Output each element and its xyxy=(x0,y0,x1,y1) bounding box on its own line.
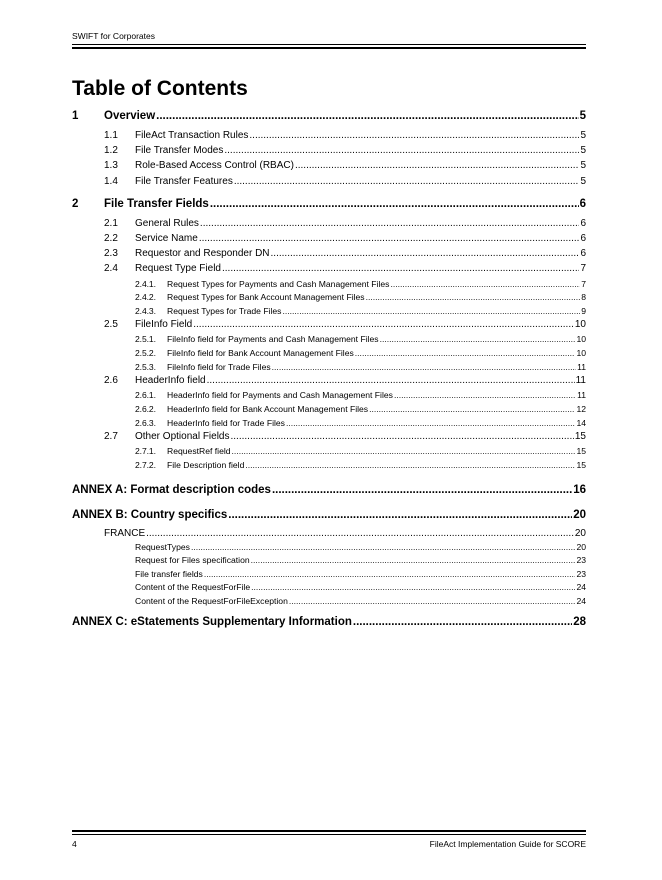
toc-entry-page: 15 xyxy=(576,446,586,457)
toc-entry-page: 23 xyxy=(576,555,586,566)
toc-entry-label: RequestTypes xyxy=(135,541,190,552)
toc-entry-label: RequestRef field xyxy=(167,446,231,457)
toc-entry-page: 20 xyxy=(574,527,586,539)
toc-entry-page: 6 xyxy=(580,232,586,244)
toc-dot-leader xyxy=(193,318,574,332)
toc-section[interactable] xyxy=(72,175,586,190)
toc-dot-leader xyxy=(380,333,576,346)
toc-dot-leader xyxy=(390,278,580,291)
toc-dot-leader xyxy=(251,554,576,567)
toc-dot-leader xyxy=(200,217,580,231)
page-title: Table of Contents xyxy=(72,77,248,100)
toc-entry-label: FileInfo Field xyxy=(135,319,193,331)
toc-subsection[interactable] xyxy=(72,445,586,459)
toc-entry-label: General Rules xyxy=(135,217,199,229)
toc-entry-page: 5 xyxy=(580,145,586,157)
toc-entry-number: 2.5.2. xyxy=(135,348,156,359)
toc-subsection[interactable] xyxy=(72,403,586,417)
toc-entry-label: FileInfo field for Trade Files xyxy=(167,361,271,372)
running-header: SWIFT for Corporates xyxy=(72,31,155,41)
toc-entry-label: File transfer fields xyxy=(135,568,203,579)
toc-chapter[interactable] xyxy=(72,108,586,129)
toc-entry-number: 2.4.1. xyxy=(135,278,156,289)
toc-entry-label: FileAct Transaction Rules xyxy=(135,130,249,141)
toc-entry-number: 2.2 xyxy=(104,232,118,244)
header-rule-thick xyxy=(72,47,586,49)
table-of-contents xyxy=(72,108,586,634)
toc-dot-leader xyxy=(289,595,576,608)
toc-dot-leader xyxy=(199,232,580,246)
toc-entry-page: 11 xyxy=(575,375,586,387)
toc-subsection[interactable] xyxy=(72,305,586,319)
toc-entry-page: 15 xyxy=(574,431,586,443)
toc-entry-page: 28 xyxy=(573,615,586,628)
toc-entry-number: 2.1 xyxy=(104,217,118,229)
toc-subsection[interactable] xyxy=(72,459,586,473)
toc-entry-number: 2 xyxy=(72,197,79,210)
toc-spacer xyxy=(72,473,586,479)
toc-dot-leader xyxy=(191,541,576,554)
toc-entry-page: 6 xyxy=(580,217,586,229)
toc-entry-number: 2.6.1. xyxy=(135,390,156,401)
toc-entry-label: Request Type Field xyxy=(135,263,221,275)
toc-entry-label: Role-Based Access Control (RBAC) xyxy=(135,160,294,172)
toc-entry-page: 6 xyxy=(579,197,586,210)
toc-annex-subsection[interactable] xyxy=(72,554,586,568)
toc-dot-leader xyxy=(245,459,575,472)
toc-entry-number: 2.7.1. xyxy=(135,446,156,457)
toc-entry-number: 1.2 xyxy=(104,145,118,157)
toc-entry-page: 10 xyxy=(574,319,586,331)
toc-section[interactable] xyxy=(72,144,586,159)
toc-section[interactable] xyxy=(72,129,586,144)
toc-entry-number: 1.3 xyxy=(104,160,118,172)
toc-entry-number: 2.5 xyxy=(104,319,118,331)
toc-dot-leader xyxy=(366,291,581,304)
toc-dot-leader xyxy=(156,108,578,124)
toc-entry-label: Content of the RequestForFile xyxy=(135,582,251,593)
toc-annex-subsection[interactable] xyxy=(72,568,586,582)
toc-dot-leader xyxy=(204,568,576,581)
toc-entry-page: 24 xyxy=(576,595,586,606)
toc-entry-label: Request Types for Trade Files xyxy=(167,305,282,316)
toc-entry-page: 7 xyxy=(580,263,586,275)
toc-entry-number: 2.6.2. xyxy=(135,404,156,415)
toc-section[interactable] xyxy=(72,262,586,277)
header-rule xyxy=(72,44,586,45)
toc-annex-subsection[interactable] xyxy=(72,595,586,609)
toc-dot-leader xyxy=(272,482,572,498)
toc-dot-leader xyxy=(272,361,576,374)
toc-entry-number: 2.6.3. xyxy=(135,417,156,428)
toc-entry-page: 16 xyxy=(573,483,586,496)
toc-entry-page: 24 xyxy=(576,582,586,593)
toc-section[interactable] xyxy=(72,159,586,174)
toc-entry-label: Overview xyxy=(104,110,156,122)
toc-entry-number: 1.1 xyxy=(104,130,118,141)
toc-subsection[interactable] xyxy=(72,291,586,305)
toc-section[interactable] xyxy=(72,430,586,445)
toc-dot-leader xyxy=(251,581,575,594)
toc-annex-subsection[interactable] xyxy=(72,541,586,555)
toc-entry-label: FRANCE xyxy=(104,527,146,539)
toc-entry-number: 2.5.3. xyxy=(135,361,156,372)
toc-entry-label: HeaderInfo field for Payments and Cash Management Files xyxy=(167,390,393,401)
toc-dot-leader xyxy=(249,129,579,143)
toc-entry-number: 2.6 xyxy=(104,375,118,387)
toc-dot-leader xyxy=(286,417,575,430)
toc-entry-label: Request Types for Bank Account Management Files xyxy=(167,292,365,303)
toc-dot-leader xyxy=(224,144,579,158)
toc-entry-number: 2.3 xyxy=(104,248,118,260)
toc-dot-leader xyxy=(282,305,580,318)
toc-dot-leader xyxy=(271,247,580,261)
toc-entry-label: File Transfer Modes xyxy=(135,145,224,157)
toc-section[interactable] xyxy=(72,247,586,262)
toc-entry-page: 20 xyxy=(573,508,586,521)
toc-entry-label: ANNEX B: Country specifics xyxy=(72,508,228,521)
toc-entry-page: 10 xyxy=(576,334,586,345)
toc-entry-number: 2.4.3. xyxy=(135,305,156,316)
toc-entry-page: 23 xyxy=(576,568,586,579)
toc-dot-leader xyxy=(210,196,579,212)
toc-spacer xyxy=(72,609,586,611)
toc-entry-label: ANNEX C: eStatements Supplementary Information xyxy=(72,615,352,628)
toc-entry-number: 2.7.2. xyxy=(135,460,156,470)
toc-dot-leader xyxy=(295,159,579,173)
toc-entry-label: Request for Files specification xyxy=(135,555,250,566)
toc-entry-page: 11 xyxy=(577,361,586,372)
toc-section[interactable] xyxy=(72,374,586,389)
toc-entry-label: HeaderInfo field xyxy=(135,375,206,387)
toc-dot-leader xyxy=(231,430,574,444)
toc-section[interactable] xyxy=(72,217,586,232)
toc-entry-page: 5 xyxy=(579,110,586,122)
toc-entry-page: 20 xyxy=(576,541,586,552)
toc-entry-label: Other Optional Fields xyxy=(135,431,230,443)
toc-chapter[interactable] xyxy=(72,196,586,217)
footer-rule-thick xyxy=(72,830,586,832)
toc-dot-leader xyxy=(355,347,576,360)
toc-dot-leader xyxy=(146,527,574,541)
toc-entry-page: 5 xyxy=(580,175,586,187)
toc-entry-number: 1.4 xyxy=(104,175,118,187)
toc-entry-number: 2.4.2. xyxy=(135,292,156,303)
toc-dot-leader xyxy=(222,262,579,276)
toc-entry-label: Content of the RequestForFileException xyxy=(135,595,288,606)
toc-entry-label: Service Name xyxy=(135,232,198,244)
toc-dot-leader xyxy=(369,403,575,416)
toc-subsection[interactable] xyxy=(72,333,586,347)
toc-entry-label: FileInfo field for Bank Account Management Files xyxy=(167,348,354,359)
toc-entry-page: 6 xyxy=(580,248,586,260)
toc-entry-label: ANNEX A: Format description codes xyxy=(72,483,271,496)
toc-entry-label: HeaderInfo field for Trade Files xyxy=(167,417,285,428)
toc-annex-section[interactable] xyxy=(72,527,586,541)
toc-entry-label: File Transfer Features xyxy=(135,175,233,187)
toc-entry-label: File Transfer Fields xyxy=(104,197,209,210)
toc-section[interactable] xyxy=(72,318,586,333)
toc-entry-page: 9 xyxy=(581,305,586,316)
footer-rule xyxy=(72,834,586,835)
toc-subsection[interactable] xyxy=(72,347,586,361)
toc-entry-number: 2.4 xyxy=(104,263,118,275)
toc-subsection[interactable] xyxy=(72,278,586,292)
toc-subsection[interactable] xyxy=(72,361,586,375)
toc-entry-label: Requestor and Responder DN xyxy=(135,248,270,260)
toc-entry-page: 11 xyxy=(577,390,586,401)
toc-entry-page: 14 xyxy=(576,417,586,428)
toc-dot-leader xyxy=(207,374,575,388)
toc-annex[interactable] xyxy=(72,507,586,527)
toc-subsection[interactable] xyxy=(72,417,586,431)
toc-dot-leader xyxy=(353,614,572,630)
toc-entry-page: 8 xyxy=(581,292,586,303)
toc-dot-leader xyxy=(232,445,576,458)
toc-entry-page: 5 xyxy=(580,160,586,172)
footer-page-number: 4 xyxy=(72,839,77,849)
toc-entry-label: FileInfo field for Payments and Cash Management Files xyxy=(167,334,379,345)
toc-entry-page: 5 xyxy=(580,130,586,141)
toc-entry-label: Request Types for Payments and Cash Management Files xyxy=(167,278,390,289)
toc-dot-leader xyxy=(228,507,572,523)
toc-entry-number: 2.5.1. xyxy=(135,334,156,345)
toc-annex-subsection[interactable] xyxy=(72,581,586,595)
toc-entry-page: 7 xyxy=(581,278,586,289)
toc-entry-label: HeaderInfo field for Bank Account Management Files xyxy=(167,404,369,415)
toc-entry-number: 2.7 xyxy=(104,431,118,443)
toc-subsection[interactable] xyxy=(72,389,586,403)
toc-dot-leader xyxy=(234,175,580,189)
toc-annex[interactable] xyxy=(72,482,586,502)
footer-document-title: FileAct Implementation Guide for SCORE xyxy=(429,839,586,849)
toc-annex[interactable] xyxy=(72,614,586,634)
toc-spacer xyxy=(72,502,586,504)
toc-section[interactable] xyxy=(72,232,586,247)
toc-entry-number: 1 xyxy=(72,110,79,122)
toc-entry-label: File Description field xyxy=(167,460,245,470)
toc-entry-page: 10 xyxy=(576,348,586,359)
toc-dot-leader xyxy=(394,389,576,402)
toc-entry-page: 15 xyxy=(576,460,586,470)
toc-entry-page: 12 xyxy=(576,404,586,415)
